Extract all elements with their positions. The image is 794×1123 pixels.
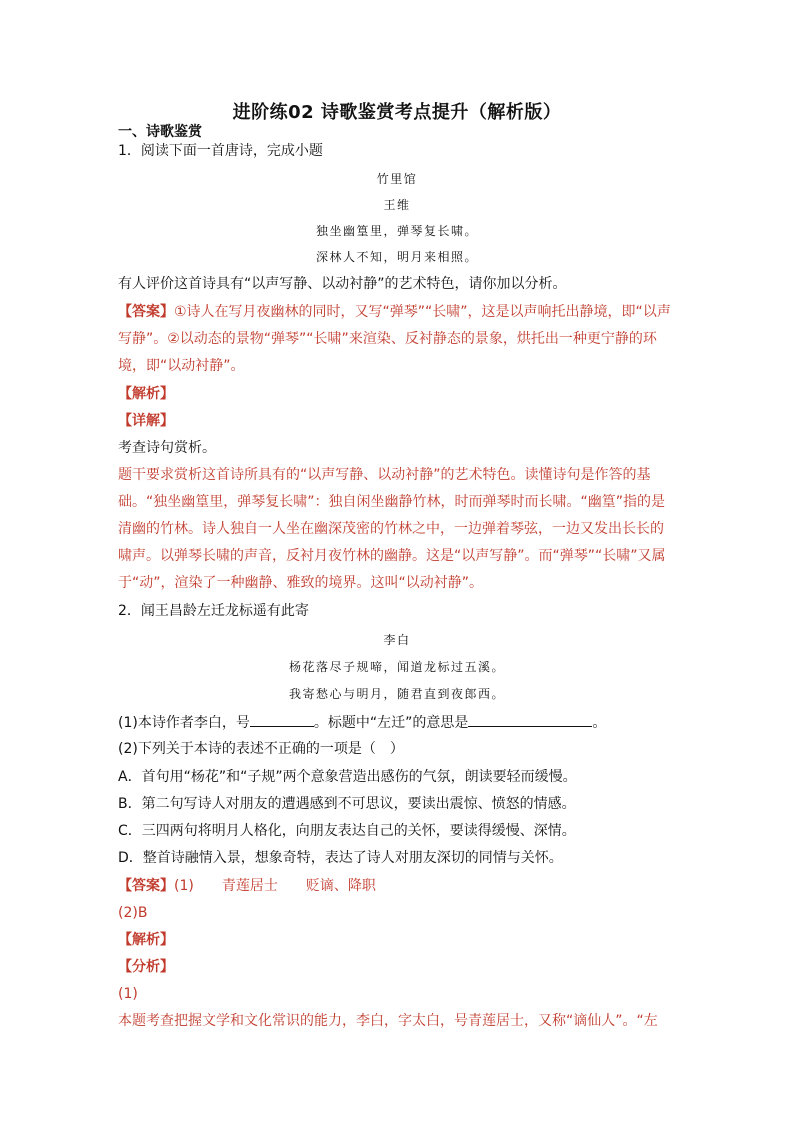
answer-text: ①诗人在写月夜幽林的同时，又写“弹琴”“长啸”，这是以声响托出静境，即“以声 (174, 304, 671, 320)
sub1-text: 。标题中“左迁”的意思是 (313, 715, 469, 731)
q2-poem-line: 杨花落尽子规啼，闻道龙标过五溪。 (288, 660, 505, 674)
answer-text: 境，即“以动衬静”。 (118, 358, 245, 374)
option-b: B．第二句写诗人对朋友的遭遇感到不可思议，要读出震惊、愤怒的情感。 (118, 796, 576, 812)
detail-text: 题干要求赏析这首诗所具有的“以声写静、以动衬静”的艺术特色。读懂诗句是作答的基 (118, 467, 651, 483)
analysis-tag: 【解析】 (118, 932, 174, 948)
analysis-tag: 【解析】 (118, 386, 174, 402)
answer-blank[interactable] (250, 712, 314, 727)
page-title: 进阶练02 诗歌鉴赏考点提升（解析版） (232, 102, 562, 123)
q2-sub1 (118, 712, 606, 733)
q2-sub2: (2)下列关于本诗的表述不正确的一项是（ ） (118, 741, 404, 757)
fenxi-text: 本题考查把握文学和文化常识的能力，李白，字太白，号青莲居士，又称“谪仙人”。“左 (118, 1013, 658, 1029)
q2-answer (118, 876, 376, 896)
q1-answer (118, 302, 671, 322)
option-a: A．首句用“杨花”和“子规”两个意象营造出感伤的气氛，朗读要轻而缓慢。 (118, 769, 577, 785)
option-d: D．整首诗融情入景，想象奇特，表达了诗人对朋友深切的同情与关怀。 (118, 850, 563, 866)
detail-tag: 【详解】 (118, 413, 174, 429)
q2-poem-author: 李白 (383, 633, 411, 647)
answer-tag: 【答案】 (118, 878, 174, 894)
q2-poem-line: 我寄愁心与明月，随君直到夜郎西。 (288, 687, 505, 701)
q2-prompt: 2．闻王昌龄左迁龙标遥有此寄 (118, 603, 309, 619)
detail-text: 础。“独坐幽篁里，弹琴复长啸”：独自闲坐幽静竹林，时而弹琴时而长啸。“幽篁”指的是 (118, 494, 666, 510)
detail-text: 啸声。以弹琴长啸的声音，反衬月夜竹林的幽静。这是“以声写静”。而“弹琴”“长啸”又属 (118, 548, 666, 564)
section-heading: 一、诗歌鉴赏 (118, 124, 202, 140)
sub1-text: (1)本诗作者李白，号 (118, 715, 250, 731)
answer-text: (1) 青莲居士 贬谪、降职 (174, 878, 376, 894)
q1-question: 有人评价这首诗具有“以声写静、以动衬静”的艺术特色，请你加以分析。 (118, 276, 567, 292)
q1-poem-title: 竹里馆 (376, 172, 418, 186)
answer-text: 写静”。②以动态的景物“弹琴”“长啸”来渲染、反衬静态的景象，烘托出一种更宁静的环 (118, 331, 657, 347)
fenxi-number: (1) (118, 986, 138, 1002)
detail-text: 考查诗句赏析。 (118, 440, 216, 456)
option-c: C．三四两句将明月人格化，向朋友表达自己的关怀，要读得缓慢、深情。 (118, 823, 576, 839)
answer-blank[interactable] (468, 712, 592, 727)
answer-text: (2)B (118, 905, 148, 921)
sub1-text: 。 (592, 715, 607, 731)
detail-text: 清幽的竹林。诗人独自一人坐在幽深茂密的竹林之中，一边弹着琴弦，一边又发出长长的 (118, 521, 664, 537)
q1-poem-line: 深林人不知，明月来相照。 (315, 250, 478, 264)
q1-poem-line: 独坐幽篁里，弹琴复长啸。 (315, 224, 478, 238)
q1-poem-author: 王维 (383, 198, 411, 212)
fenxi-tag: 【分析】 (118, 959, 174, 975)
detail-text: 于“动”，渲染了一种幽静、雅致的境界。这叫“以动衬静”。 (118, 575, 484, 591)
answer-tag: 【答案】 (118, 304, 174, 320)
q1-prompt: 1．阅读下面一首唐诗，完成小题 (118, 143, 323, 159)
